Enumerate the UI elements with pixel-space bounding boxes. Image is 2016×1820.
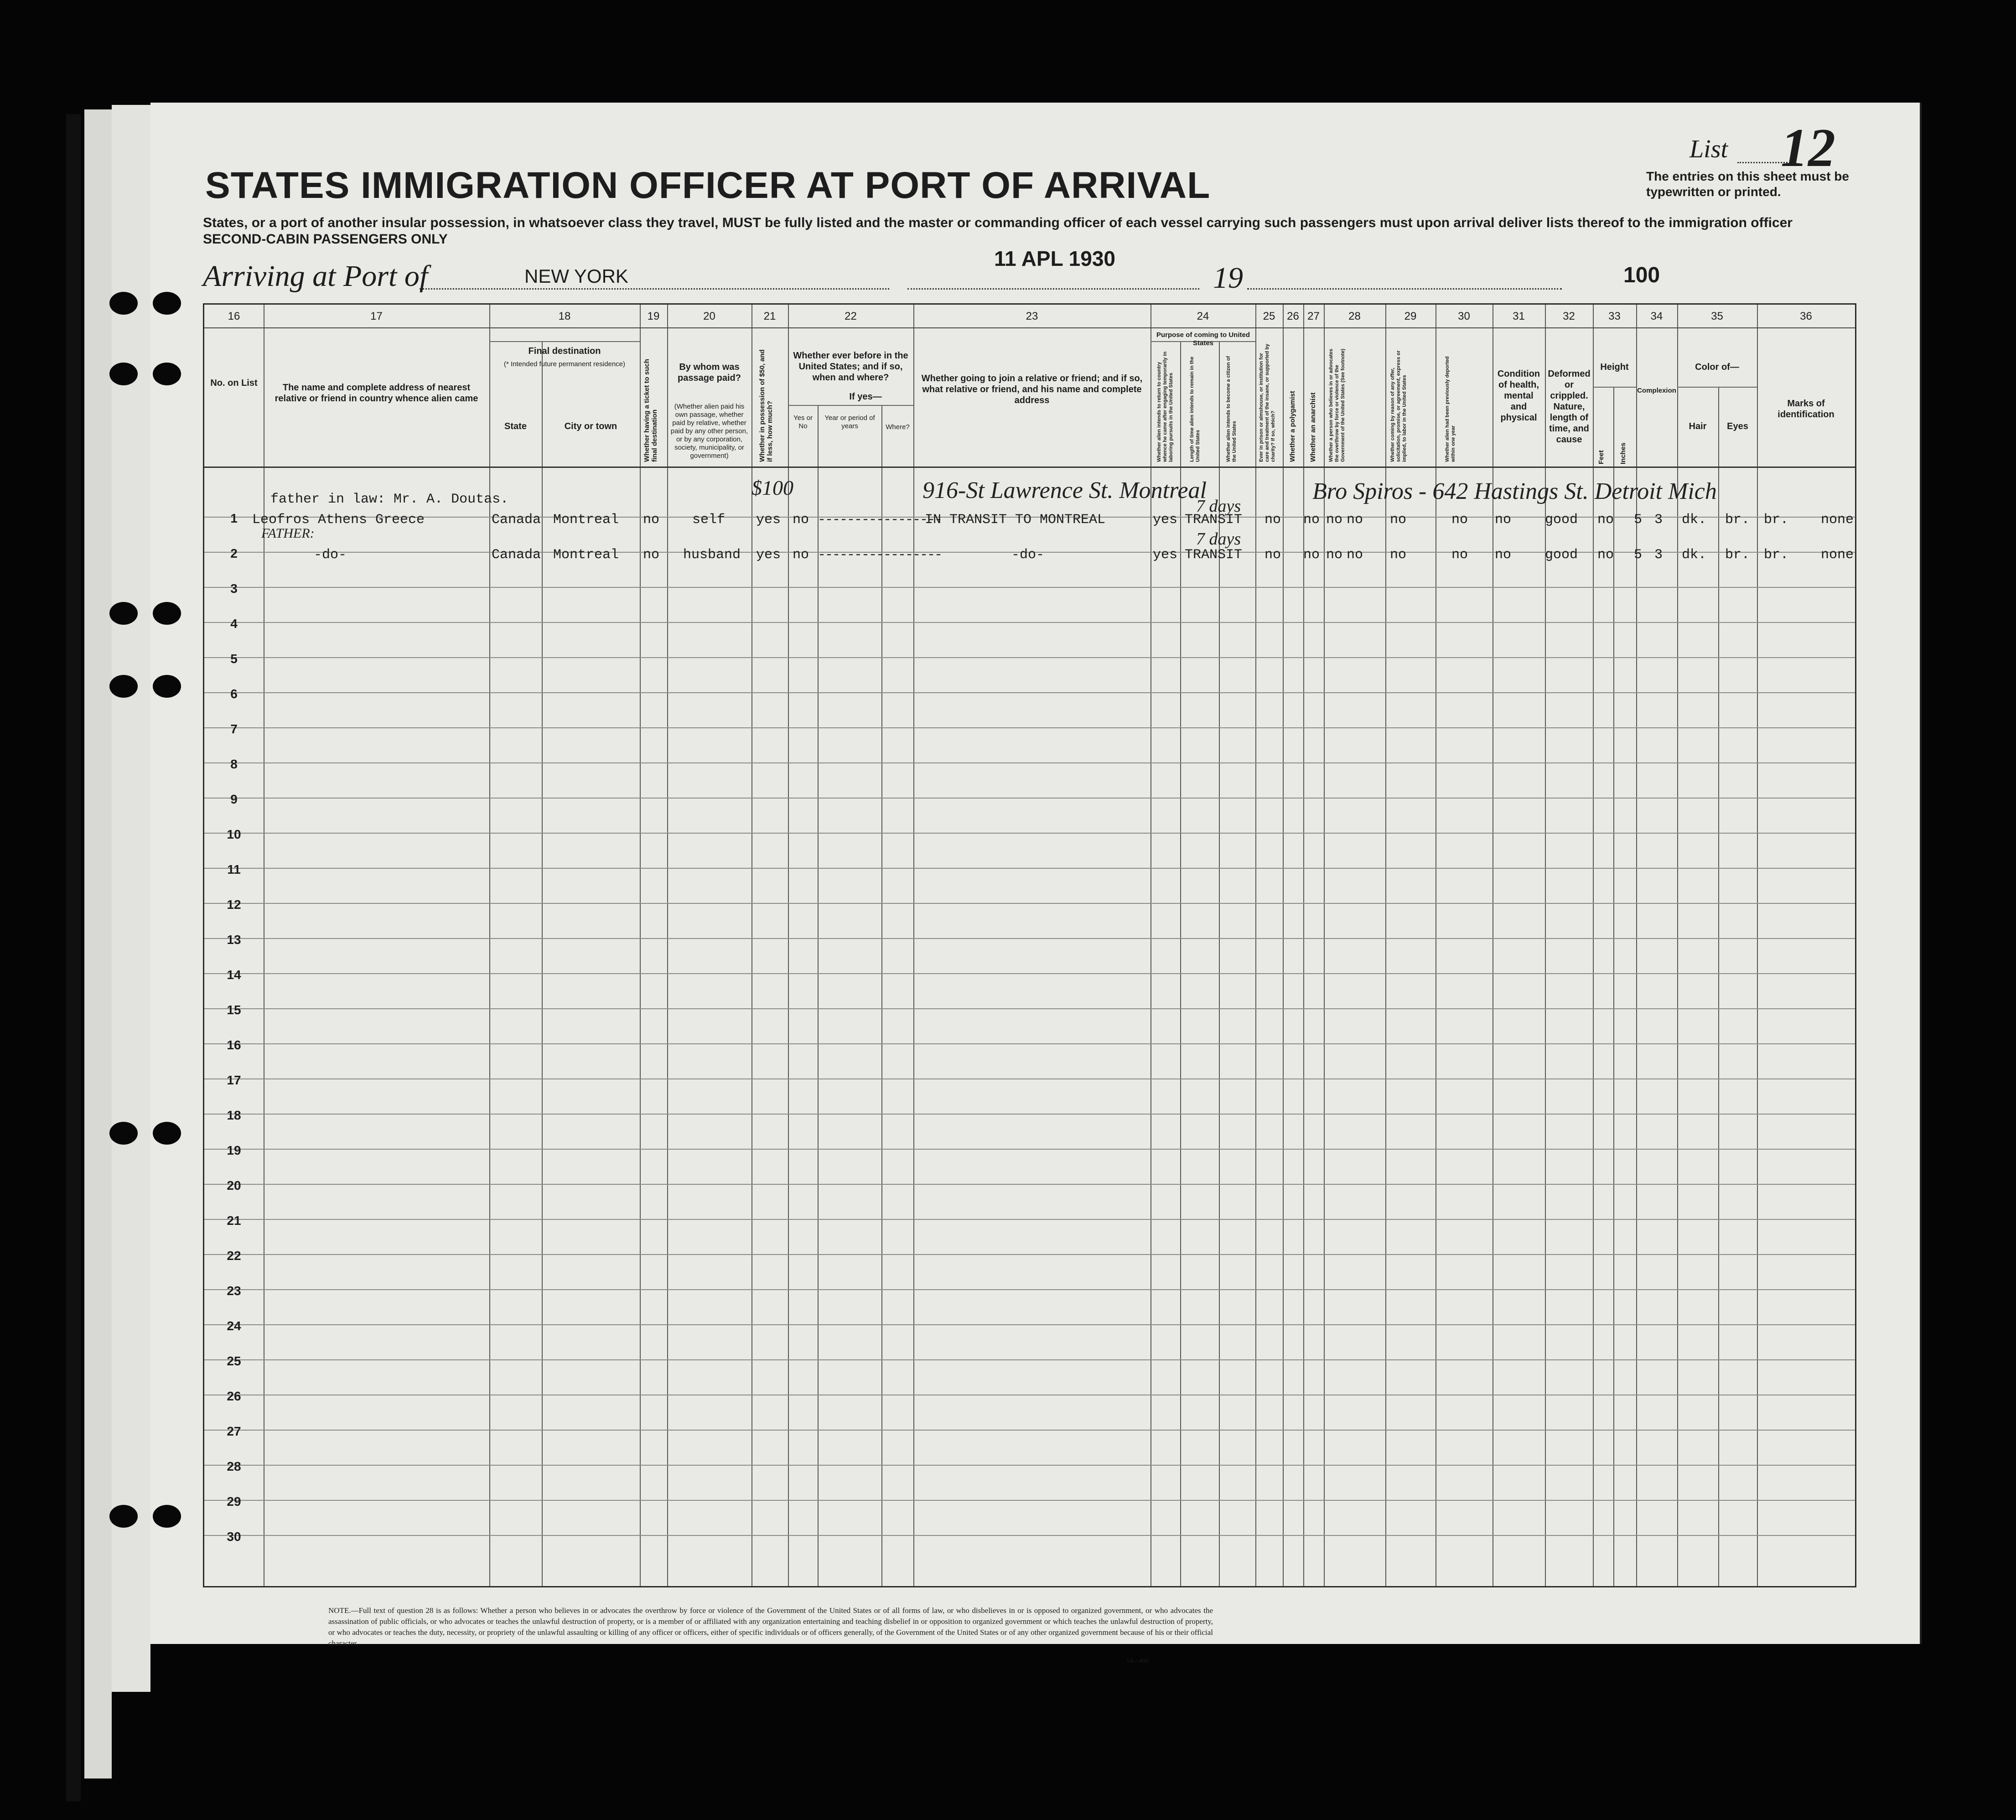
destination-state: Canada [492, 547, 541, 563]
row-number: 1 [230, 511, 238, 525]
height-feet: 5 [1634, 512, 1643, 528]
header-deformed: Deformed or crippled. Nature, length of time, and cause [1548, 369, 1591, 445]
binder-hole [153, 602, 181, 625]
money-handwritten: $100 [751, 476, 793, 499]
row-number: 19 [227, 1143, 241, 1157]
header-overthrow: Whether a person who believes in or advocates the overthrow by force or violence of the Government of the United States (See footnote) [1328, 348, 1346, 462]
header-ever-before: Whether ever before in the United States; and if so, when and where? [793, 351, 908, 383]
height-inches: 3 [1654, 512, 1663, 528]
document-title: STATES IMMIGRATION OFFICER AT PORT OF ARRIVAL [205, 165, 1211, 206]
purpose-return: yes [1153, 512, 1178, 528]
header-height: Height [1600, 362, 1629, 372]
row-number: 14 [227, 968, 241, 982]
identification-marks: none [1821, 512, 1854, 528]
length-handwritten: 7 days [1196, 497, 1241, 516]
header-where: Where? [886, 423, 910, 431]
row-number: 9 [230, 792, 238, 806]
row-number: 3 [230, 581, 238, 596]
purpose-length: TRANSIT [1185, 547, 1243, 563]
column-number: 18 [558, 310, 571, 322]
row-number: 24 [227, 1319, 241, 1333]
polygamist: no [1326, 547, 1343, 563]
column-number: 36 [1800, 310, 1812, 322]
list-label: List [1690, 135, 1728, 163]
column-number: 22 [845, 310, 857, 322]
overthrow: no [1390, 547, 1407, 563]
complexion: dk. [1682, 512, 1707, 528]
year-prefix: 19 [1213, 261, 1243, 295]
extra-handwritten: Bro Spiros - 642 Hastings St. Detroit Mich [1312, 478, 1717, 504]
column-number: 19 [647, 310, 660, 322]
binding-edge [66, 114, 81, 1801]
purpose-citizen: no [1265, 547, 1281, 563]
class-line: SECOND-CABIN PASSENGERS ONLY [203, 232, 448, 247]
header-final-destination: Final destination [528, 346, 601, 356]
deported: no [1495, 547, 1512, 563]
eye-color: br. [1764, 547, 1789, 563]
row-number: 17 [227, 1073, 241, 1087]
column-number: 25 [1263, 310, 1275, 322]
entries-note: The entries on this sheet must be typewritten or printed. [1646, 169, 1849, 199]
passage-paid-by: self [692, 512, 726, 528]
column-number: 29 [1404, 310, 1417, 322]
health: good [1545, 547, 1578, 563]
destination-city: Montreal [553, 512, 619, 528]
row-number: 4 [230, 617, 238, 631]
row-number: 20 [227, 1178, 241, 1193]
instruction-line: States, or a port of another insular possession, in whatsoever class they travel, MUST be fully listed and the master or commanding officer of each vessel carrying such passengers must upon arrival deliver lists thereof to the immigration officer [203, 215, 1793, 230]
column-number: 26 [1287, 310, 1299, 322]
column-number: 16 [228, 310, 240, 322]
header-prison: Ever in prison or almshouse, or institution for care and treatment of the insane, or supported by charity? If so, which? [1259, 343, 1276, 462]
row-number: 16 [227, 1038, 241, 1052]
row-number: 28 [227, 1459, 241, 1473]
column-number: 21 [763, 310, 776, 322]
header-city: City or town [564, 421, 617, 431]
anarchist: no [1347, 512, 1363, 528]
height-feet: 5 [1634, 547, 1643, 563]
binder-hole [153, 1505, 181, 1528]
column-number: 23 [1026, 310, 1038, 322]
join-relative: IN TRANSIT TO MONTREAL [925, 512, 1106, 528]
header-purpose-length: Length of time alien intends to remain in the United States [1189, 356, 1201, 462]
header-hair: Hair [1689, 421, 1707, 431]
relative-name: father in law: Mr. A. Doutas. [270, 492, 509, 507]
column-number: 35 [1711, 310, 1723, 322]
port-value: NEW YORK [524, 265, 628, 287]
adjacent-page-strip [84, 109, 112, 1779]
manifest-table [203, 303, 1856, 1587]
header-fifty-dollars: Whether in possession of $50, and if less, how much? [758, 349, 774, 462]
binder-hole [109, 675, 138, 698]
join-relative: -do- [1011, 547, 1045, 563]
column-number: 31 [1513, 310, 1525, 322]
row-number: 29 [227, 1494, 241, 1509]
adjacent-page-edge [112, 105, 150, 1692]
deported: no [1495, 512, 1512, 528]
list-underline [1737, 162, 1788, 163]
eye-color: br. [1764, 512, 1789, 528]
polygamist: no [1326, 512, 1343, 528]
header-passage-paid: By whom was passage paid? [678, 362, 741, 383]
destination-state: Canada [492, 512, 541, 528]
row-number: 10 [227, 827, 241, 841]
prison: no [1303, 512, 1320, 528]
fifty-dollars: yes [756, 547, 781, 563]
column-number: 32 [1563, 310, 1575, 322]
destination-city: Montreal [553, 547, 619, 563]
relative-handwritten: FATHER: [261, 526, 315, 541]
column-number: 30 [1458, 310, 1470, 322]
row-number: 13 [227, 933, 241, 947]
header-no-on-list: No. on List [210, 378, 258, 388]
header-ticket: Whether having a ticket to such final destination [643, 359, 658, 462]
header-nearest-relative: The name and complete address of nearest relative or friend in country whence alien came [275, 383, 478, 404]
column-number: 20 [703, 310, 715, 322]
header-yes-or-no: Yes or No [793, 414, 813, 430]
row-number: 25 [227, 1354, 241, 1368]
labor-offer: no [1451, 512, 1468, 528]
row-number: 30 [227, 1530, 241, 1544]
header-marks: Marks of identification [1778, 399, 1835, 420]
row-number: 2 [230, 546, 238, 560]
binder-hole [109, 602, 138, 625]
header-complexion: Complexion [1637, 387, 1676, 394]
identification-marks: none [1821, 547, 1854, 563]
year-underline [1247, 288, 1562, 290]
relative-address: -do- [314, 547, 347, 563]
row-number: 21 [227, 1213, 241, 1228]
row-number: 15 [227, 1003, 241, 1017]
header-anarchist: Whether an anarchist [1309, 392, 1317, 462]
column-number: 33 [1608, 310, 1621, 322]
row-number: 12 [227, 897, 241, 912]
column-number: 17 [370, 310, 383, 322]
binder-hole [153, 675, 181, 698]
header-polygamist: Whether a polygamist [1289, 391, 1296, 462]
binder-hole [153, 363, 181, 385]
passage-paid-by: husband [683, 547, 741, 563]
row-number: 23 [227, 1284, 241, 1298]
overthrow: no [1390, 512, 1407, 528]
binder-hole [109, 1505, 138, 1528]
ever-before-dashes: ----------------- [818, 547, 942, 563]
header-health: Condition of health, mental and physical [1497, 369, 1540, 423]
height-inches: 3 [1654, 547, 1663, 563]
deformed: no [1597, 512, 1614, 528]
header-purpose: Purpose of coming to United States [1156, 331, 1250, 347]
form-number: 14—490 [1126, 1658, 1149, 1664]
header-state: State [504, 421, 527, 431]
row-number: 11 [227, 862, 241, 876]
arriving-label: Arriving at Port of [203, 259, 428, 293]
binder-hole [109, 1122, 138, 1145]
header-final-destination-note: (* Intended future permanent residence) [504, 360, 625, 368]
purpose-length: TRANSIT [1185, 512, 1243, 528]
header-inches: Inches [1619, 442, 1627, 464]
row-number: 22 [227, 1249, 241, 1263]
column-number: 28 [1348, 310, 1361, 322]
complexion: dk. [1682, 547, 1707, 563]
row-number: 5 [230, 652, 238, 666]
header-purpose-return: Whether alien intends to return to country whence he came after engaging temporarily in laboring pursuits in the United States [1156, 351, 1174, 462]
binder-hole [153, 1122, 181, 1145]
column-number: 27 [1307, 310, 1320, 322]
join-handwritten: 916-St Lawrence St. Montreal [922, 477, 1207, 503]
footnote: NOTE.—Full text of question 28 is as follows: Whether a person who believes in or advocates the overthrow by force or violence of the Government of the United States or of all forms of law, or who disbelieves in or is opposed to organized government, or who advocates the assassination of public officials, or who advocates or teaches the unlawful destruction of property, or is a member of or affiliated with any organization entertaining and teaching disbelief in or opposition to organized government or which teaches the unlawful destruction of property, or who advocates or teaches the duty, necessity, or propriety of the unlawful assaulting or killing of any officer or officers, either of specific individuals or of officers generally, of the Government of the United States or of any other organized government because of his or their official character. [328, 1606, 1213, 1648]
ticket: no [643, 512, 660, 528]
binder-hole [153, 292, 181, 315]
row-number: 26 [227, 1389, 241, 1403]
port-underline [420, 288, 889, 290]
header-feet: Feet [1597, 450, 1605, 464]
list-number: 12 [1781, 117, 1835, 178]
ever-before-dashes: ----------------- [818, 512, 942, 528]
column-number: 34 [1650, 310, 1663, 322]
date-underline [907, 288, 1199, 290]
ever-before: no [793, 512, 809, 528]
header-passage-paid-note: (Whether alien paid his own passage, whether paid by relative, whether paid by any other person, or by any corporation, society, municipality, or government) [670, 403, 748, 460]
date-stamp: 11 APL 1930 [994, 247, 1115, 270]
anarchist: no [1347, 547, 1363, 563]
header-year-period: Year or period of years [824, 414, 875, 430]
header-if-yes: If yes— [849, 392, 882, 402]
row-number: 27 [227, 1424, 241, 1438]
header-deported: Whether alien had been previously deported within one year [1445, 356, 1456, 462]
header-join-relative: Whether going to join a relative or friend; and if so, what relative or friend, and his name and complete address [921, 373, 1143, 405]
ticket: no [643, 547, 660, 563]
header-purpose-citizen: Whether alien intends to become a citizen of the United States [1226, 356, 1237, 462]
row-number: 7 [230, 722, 238, 736]
header-color-of: Color of— [1695, 362, 1739, 372]
purpose-citizen: no [1265, 512, 1281, 528]
labor-offer: no [1451, 547, 1468, 563]
length-handwritten: 7 days [1196, 529, 1241, 549]
prison: no [1303, 547, 1320, 563]
health: good [1545, 512, 1578, 528]
header-eyes: Eyes [1727, 421, 1748, 431]
binder-hole [109, 292, 138, 315]
row-number: 18 [227, 1108, 241, 1122]
hair-color: br. [1725, 512, 1750, 528]
hair-color: br. [1725, 547, 1750, 563]
fifty-dollars: yes [756, 512, 781, 528]
row-number: 6 [230, 687, 238, 701]
deformed: no [1597, 547, 1614, 563]
purpose-return: yes [1153, 547, 1178, 563]
column-number: 24 [1197, 310, 1209, 322]
binder-hole [109, 363, 138, 385]
ever-before: no [793, 547, 809, 563]
header-labor-offer: Whether coming by reason of any offer, solicitation, promise, or agreement, express or implied, to labor in the United States [1390, 350, 1407, 462]
row-number: 8 [230, 757, 238, 771]
relative-address: Leofros Athens Greece [252, 512, 425, 528]
page-number: 100 [1623, 263, 1660, 287]
